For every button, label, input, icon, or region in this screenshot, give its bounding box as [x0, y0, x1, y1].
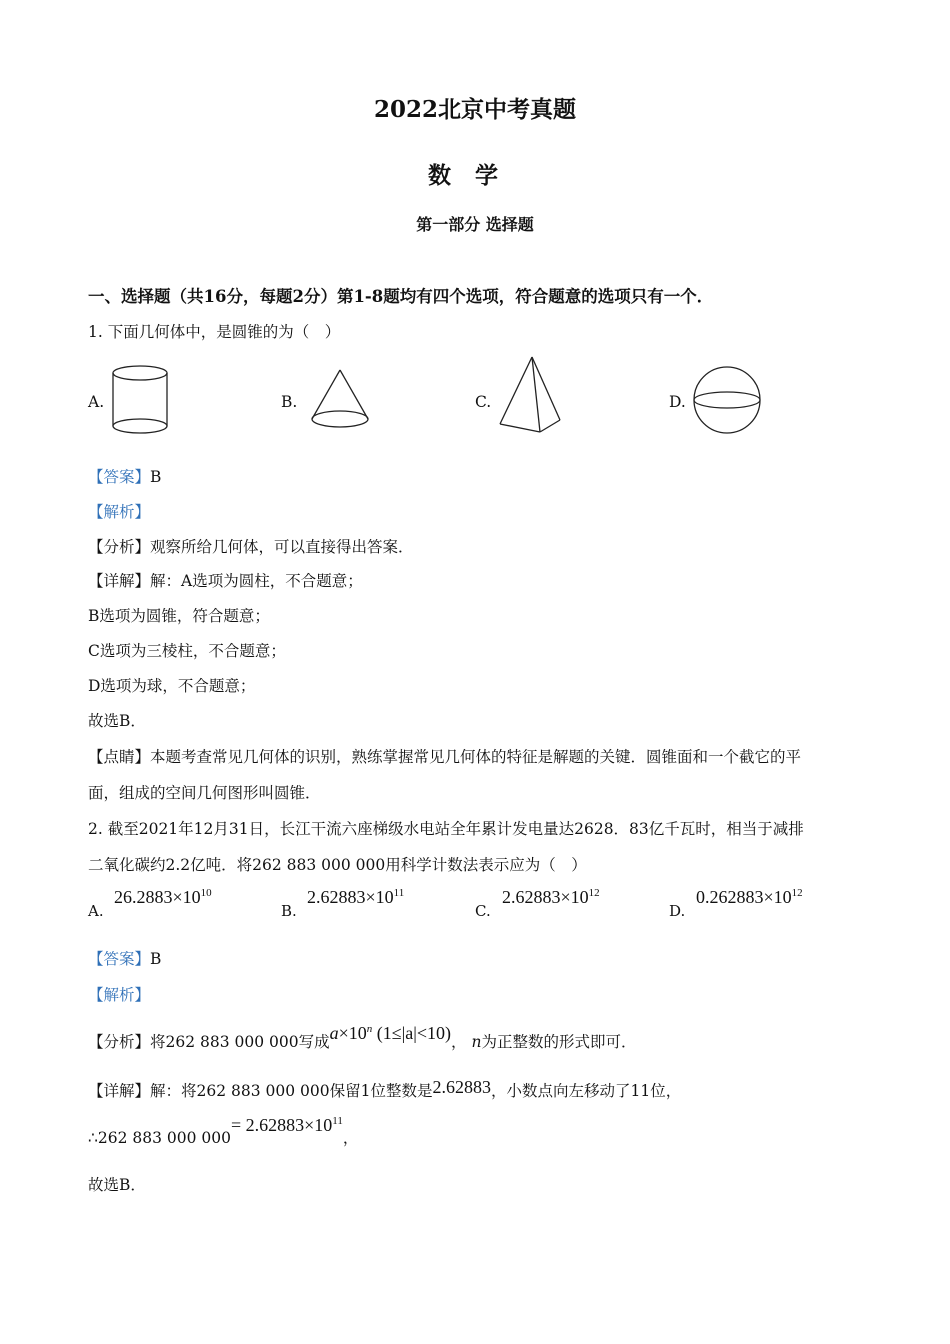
- q2-answer: 【答案】B: [88, 950, 162, 968]
- q2-analysis-tag: 【解析】: [88, 986, 151, 1004]
- q1-option-c-label: C.: [475, 393, 492, 411]
- q2-option-b-value: $2.62883\times 10^{11}$: [307, 887, 405, 907]
- q1-dianjing-cont: 面，组成的空间几何图形叫圆锥．: [88, 784, 321, 802]
- q1-line: B选项为圆锥，符合题意；: [88, 607, 270, 625]
- q2-fenxi: 【分析】将262 883 000 000写成$a\times 10^n$ (1≤|a|<10)， n为正整数的形式即可．: [88, 1023, 637, 1051]
- cone-icon: [310, 369, 372, 431]
- page-title: 2022北京中考真题: [373, 96, 576, 123]
- q2-therefore: ∴262 883 000 $000= 2.62883\times 10^{11}$，: [88, 1115, 359, 1147]
- q1-fenxi: 【分析】观察所给几何体，可以直接得出答案．: [88, 538, 414, 556]
- q1-option-a-label: A.: [88, 393, 105, 411]
- q1-option-b-label: B.: [281, 393, 298, 411]
- q1-answer: 【答案】B: [88, 468, 162, 486]
- q2-xiangjie: 【详解】解：将262 883 000 000保留1位整数是2.62883，小数点向左移动了11位，: [88, 1077, 682, 1100]
- q1-option-d-label: D.: [669, 393, 686, 411]
- part-title: 第一部分 选择题: [416, 215, 534, 234]
- question-1-stem: 1. 下面几何体中，是圆锥的为（ ）: [88, 323, 341, 341]
- q1-line: D选项为球，不合题意；: [88, 677, 256, 695]
- q2-option-a-value: $26.2883\times 10^{10}$: [114, 887, 212, 907]
- q2-option-d-value: $0.262883\times 10^{12}$: [696, 887, 803, 907]
- q1-dianjing: 【点睛】本题考查常见几何体的识别，熟练掌握常见几何体的特征是解题的关键．圆锥面和一个截它的平: [88, 748, 802, 766]
- q1-xiangjie: 【详解】解：A选项为圆柱，不合题意；: [88, 572, 363, 590]
- question-2-stem: 2. 截至2021年12月31日，长江干流六座梯级水电站全年累计发电量达2628．83亿千瓦时，相当于减排: [88, 820, 804, 838]
- q1-analysis-tag: 【解析】: [88, 503, 151, 521]
- cylinder-icon: [112, 364, 172, 438]
- q1-line: 故选B．: [88, 712, 146, 730]
- q2-option-a-label: A.: [88, 902, 104, 920]
- subject-title: 数学: [428, 162, 522, 189]
- q2-option-d-label: D.: [669, 902, 686, 920]
- q2-option-c-value: $2.62883\times 10^{12}$: [502, 887, 600, 907]
- q2-conclusion: 故选B．: [88, 1176, 146, 1194]
- question-2-stem-cont: 二氧化碳约2.2亿吨．将262 883 000 000用科学计数法表示应为（ ）: [88, 856, 587, 874]
- section-heading: 一、选择题（共16分，每题2分）第1-8题均有四个选项，符合题意的选项只有一个．: [88, 287, 714, 306]
- q2-option-c-label: C.: [475, 902, 491, 920]
- triangular-pyramid-icon: [498, 356, 562, 436]
- sphere-icon: [693, 365, 763, 437]
- q1-line: C选项为三棱柱，不合题意；: [88, 642, 286, 660]
- q2-option-b-label: B.: [281, 902, 297, 920]
